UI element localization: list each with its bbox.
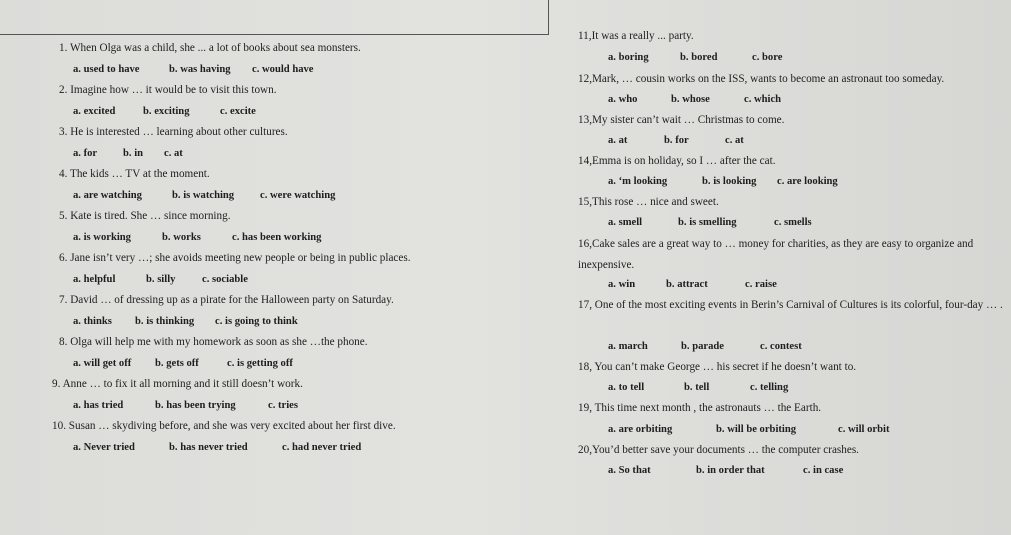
question-12: 12,Mark, … cousin works on the ISS, wants to become an astronaut too someday.: [578, 73, 945, 85]
option-b[interactable]: b. parade: [681, 341, 724, 352]
option-b[interactable]: b. for: [664, 135, 689, 146]
option-c[interactable]: c. is getting off: [227, 358, 293, 369]
option-a[interactable]: a. excited: [73, 106, 116, 117]
option-b[interactable]: b. is looking: [702, 176, 757, 187]
options-15: [608, 217, 812, 228]
option-a[interactable]: a. So that: [608, 465, 651, 476]
options-16: [608, 279, 777, 290]
options-2: [73, 106, 256, 117]
option-a[interactable]: a. are orbiting: [608, 424, 673, 435]
option-c[interactable]: c. will orbit: [838, 424, 890, 435]
question-6: 6. Jane isn’t very …; she avoids meeting new people or being in public places.: [59, 252, 411, 264]
option-c[interactable]: c. in case: [803, 465, 844, 476]
option-b[interactable]: b. has been trying: [155, 400, 236, 411]
question-7: 7. David … of dressing up as a pirate for the Halloween party on Saturday.: [59, 294, 394, 306]
option-c[interactable]: c. contest: [760, 341, 802, 352]
option-c[interactable]: c. had never tried: [282, 442, 362, 453]
option-a[interactable]: a. Never tried: [73, 442, 135, 453]
header-box: [0, 0, 549, 35]
question-2: 2. Imagine how … it would be to visit this town.: [59, 84, 277, 96]
option-b[interactable]: b. will be orbiting: [716, 424, 797, 435]
option-c[interactable]: c. at: [164, 148, 183, 159]
option-c[interactable]: c. sociable: [202, 274, 248, 285]
option-a[interactable]: a. to tell: [608, 382, 645, 393]
options-19: [608, 424, 890, 435]
option-c[interactable]: c. smells: [774, 217, 812, 228]
option-b[interactable]: b. tell: [684, 382, 710, 393]
option-a[interactable]: a. for: [73, 148, 98, 159]
options-18: [608, 382, 788, 393]
option-b[interactable]: b. exciting: [143, 106, 190, 117]
option-b[interactable]: b. has never tried: [169, 442, 248, 453]
question-18: 18, You can’t make George … his secret if he doesn’t want to.: [578, 361, 857, 373]
question-17: 17, One of the most exciting events in Berin’s Carnival of Cultures is its colorful, four-day … .: [578, 299, 1003, 311]
option-b[interactable]: b. was having: [169, 64, 231, 75]
options-8: [73, 358, 293, 369]
option-a[interactable]: a. is working: [73, 232, 131, 243]
option-c[interactable]: c. bore: [752, 52, 783, 63]
question-10: 10. Susan … skydiving before, and she was very excited about her first dive.: [52, 420, 396, 432]
question-5: 5. Kate is tired. She … since morning.: [59, 210, 231, 222]
option-a[interactable]: a. used to have: [73, 64, 140, 75]
options-11: [608, 52, 782, 63]
options-20: [608, 465, 843, 476]
option-b[interactable]: b. gets off: [155, 358, 199, 369]
option-a[interactable]: a. win: [608, 279, 636, 290]
option-b[interactable]: b. attract: [666, 279, 708, 290]
question-19: 19, This time next month , the astronauts … the Earth.: [578, 402, 822, 414]
question-16: 16,Cake sales are a great way to … money for charities, as they are easy to organize and inexpensive.: [578, 238, 974, 271]
option-a[interactable]: a. will get off: [73, 358, 132, 369]
option-c[interactable]: c. at: [725, 135, 744, 146]
option-b[interactable]: b. in order that: [696, 465, 765, 476]
option-b[interactable]: b. works: [162, 232, 201, 243]
option-a[interactable]: a. march: [608, 341, 648, 352]
options-12: [608, 94, 781, 105]
option-b[interactable]: b. is thinking: [135, 316, 195, 327]
option-a[interactable]: a. at: [608, 135, 628, 146]
options-1: [73, 64, 314, 75]
options-5: [73, 232, 321, 243]
question-15: 15,This rose … nice and sweet.: [578, 196, 719, 208]
question-8: 8. Olga will help me with my homework as soon as she …the phone.: [59, 336, 368, 348]
question-14: 14,Emma is on holiday, so I … after the cat.: [578, 155, 776, 167]
options-7: [73, 316, 298, 327]
option-c[interactable]: c. would have: [252, 64, 314, 75]
option-b[interactable]: b. is smelling: [678, 217, 737, 228]
option-a[interactable]: a. are watching: [73, 190, 142, 201]
question-3: 3. He is interested … learning about other cultures.: [59, 126, 288, 138]
option-b[interactable]: b. silly: [146, 274, 176, 285]
options-10: [73, 442, 361, 453]
option-c[interactable]: c. tries: [268, 400, 298, 411]
question-1: 1. When Olga was a child, she ... a lot of books about sea monsters.: [59, 42, 361, 54]
option-a[interactable]: a. smell: [608, 217, 643, 228]
options-14: [608, 176, 838, 187]
question-9: 9. Anne … to fix it all morning and it still doesn’t work.: [52, 378, 303, 390]
option-c[interactable]: c. is going to think: [215, 316, 298, 327]
question-13: 13,My sister can’t wait … Christmas to come.: [578, 114, 785, 126]
option-b[interactable]: b. is watching: [172, 190, 235, 201]
question-20: 20,You’d better save your documents … the computer crashes.: [578, 444, 859, 456]
option-a[interactable]: a. has tried: [73, 400, 124, 411]
question-11: 11,It was a really ... party.: [578, 30, 694, 42]
option-a[interactable]: a. boring: [608, 52, 649, 63]
options-17: [608, 341, 802, 352]
option-a[interactable]: a. ‘m looking: [608, 176, 668, 187]
option-a[interactable]: a. thinks: [73, 316, 112, 327]
options-4: [73, 190, 335, 201]
option-c[interactable]: c. are looking: [777, 176, 838, 187]
option-c[interactable]: c. excite: [220, 106, 256, 117]
option-a[interactable]: a. helpful: [73, 274, 116, 285]
option-c[interactable]: c. which: [744, 94, 782, 105]
option-c[interactable]: c. raise: [745, 279, 777, 290]
options-3: [73, 148, 183, 159]
options-13: [608, 135, 744, 146]
option-c[interactable]: c. were watching: [260, 190, 336, 201]
options-6: [73, 274, 248, 285]
option-c[interactable]: c. has been working: [232, 232, 322, 243]
option-c[interactable]: c. telling: [750, 382, 789, 393]
option-a[interactable]: a. who: [608, 94, 638, 105]
option-b[interactable]: b. whose: [671, 94, 710, 105]
option-b[interactable]: b. in: [123, 148, 144, 159]
options-9: [73, 400, 298, 411]
option-b[interactable]: b. bored: [680, 52, 718, 63]
question-4: 4. The kids … TV at the moment.: [59, 168, 210, 180]
